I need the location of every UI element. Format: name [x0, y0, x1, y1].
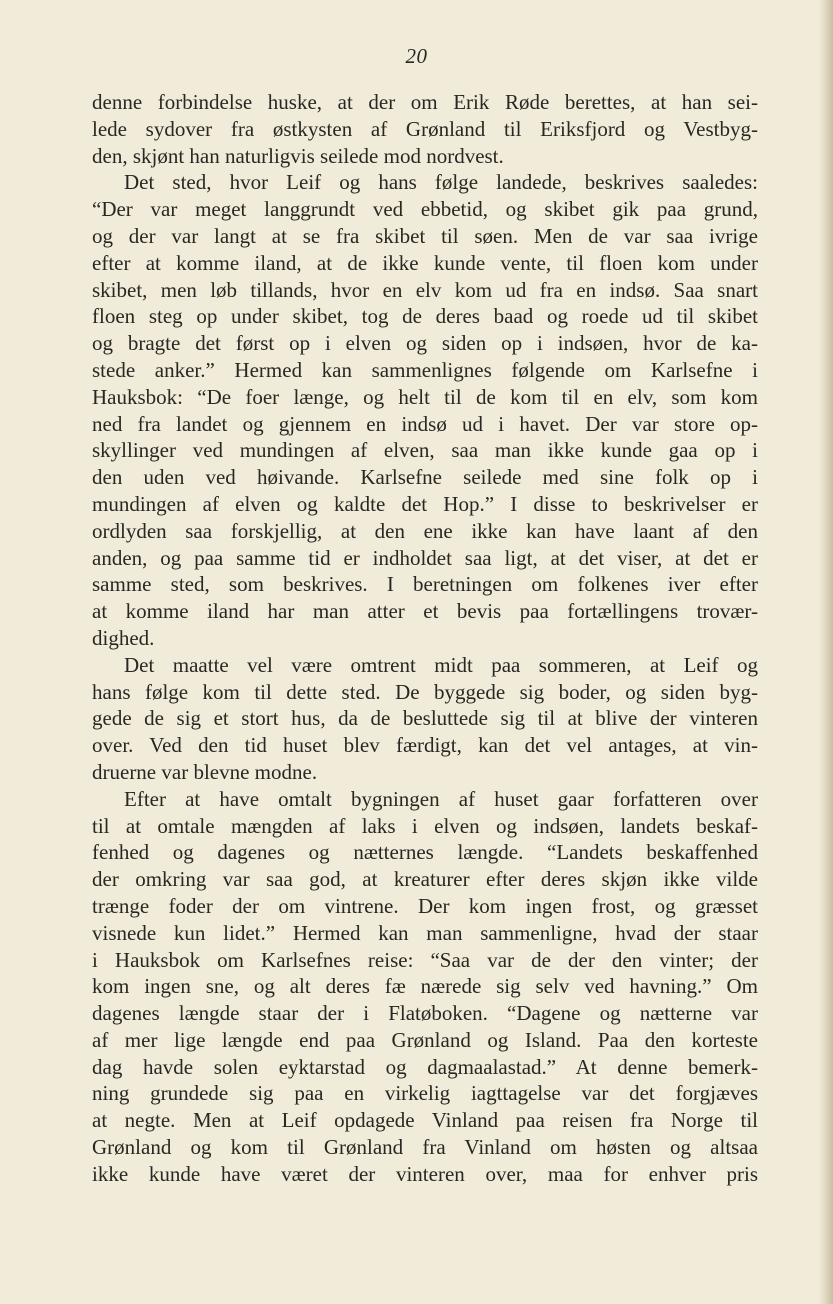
text-line: Efter at have omtalt bygningen af huset gaar forfatteren over [124, 786, 758, 811]
text-line: der omkring var saa god, at kreaturer efter deres skjøn ikke vilde [92, 867, 758, 892]
text-line: den uden ved høivande. Karlsefne seilede med sine folk op i [92, 465, 758, 490]
text-line: fenhed og dagenes og nætternes længde. “Landets beskaffenhed [92, 840, 758, 865]
text-line: ned fra landet og gjennem en indsø ud i havet. Der var store op- [92, 411, 758, 436]
text-line: ning grundede sig paa en virkelig iagttagelse var det forgjæves [92, 1081, 758, 1106]
text-line: mundingen af elven og kaldte det Hop.” I disse to beskrivelser er [92, 491, 758, 516]
page-number: 20 [405, 44, 428, 68]
text-line: og der var langt at se fra skibet til søen. Men de var saa ivrige [92, 223, 758, 248]
text-line: visnede kun lidet.” Hermed kan man sammenligne, hvad der staar [92, 920, 758, 945]
text-line: at negte. Men at Leif opdagede Vinland paa reisen fra Norge til [92, 1108, 758, 1133]
text-line: Det maatte vel være omtrent midt paa sommeren, at Leif og [124, 652, 758, 677]
text-line: druerne var blevne modne. [92, 759, 318, 784]
text-line: over. Ved den tid huset blev færdigt, kan det vel antages, at vin- [92, 733, 758, 758]
text-line: af mer lige længde end paa Grønland og Island. Paa den korteste [92, 1027, 758, 1052]
text-line: ordlyden saa forskjellig, at den ene ikke kan have laant af den [92, 518, 758, 543]
text-line: dagenes længde staar der i Flatøboken. “Dagene og nætterne var [92, 1001, 758, 1026]
text-line: til at omtale mængden af laks i elven og indsøen, landets beskaf- [92, 813, 758, 838]
text-line: denne forbindelse huske, at der om Erik Røde berettes, at han sei- [92, 90, 758, 114]
text-line: i Hauksbok om Karlsefnes reise: “Saa var de der den vinter; der [92, 947, 758, 972]
text-line: ikke kunde have været der vinteren over, maa for enhver pris [92, 1161, 758, 1186]
text-line: den, skjønt han naturligvis seilede mod nordvest. [92, 143, 504, 168]
text-line: anden, og paa samme tid er indholdet saa ligt, at det viser, at det er [92, 545, 758, 570]
body-text [92, 89, 758, 1188]
text-line: dighed. [92, 625, 155, 650]
text-line: hans følge kom til dette sted. De byggede sig boder, og siden byg- [92, 679, 758, 704]
text-line: dag havde solen eyktarstad og dagmaalastad.” At denne bemerk- [92, 1054, 758, 1079]
text-line: samme sted, som beskrives. I beretningen om folkenes iver efter [92, 572, 758, 597]
text-line: skibet, men løb tillands, hvor en elv kom ud fra en indsø. Saa snart [92, 277, 758, 302]
text-line: stede anker.” Hermed kan sammenlignes følgende om Karlsefne i [92, 357, 758, 382]
text-line: “Der var meget langgrundt ved ebbetid, og skibet gik paa grund, [92, 197, 758, 222]
text-line: floen steg op under skibet, tog de deres baad og roede ud til skibet [92, 304, 758, 329]
text-line: gede de sig et stort hus, da de besluttede sig til at blive der vinteren [92, 706, 758, 731]
text-line: skyllinger ved mundingen af elven, saa man ikke kunde gaa op i [92, 438, 758, 463]
text-line: at komme iland har man atter et bevis paa fortællingens trovær- [92, 599, 758, 624]
text-line: kom ingen sne, og alt deres fæ nærede sig selv ved havning.” Om [92, 974, 758, 999]
text-line: efter at komme iland, at de ikke kunde vente, til floen kom under [92, 250, 758, 275]
text-line: trænge foder der om vintrene. Der kom ingen frost, og græsset [92, 893, 758, 918]
page-edge-shadow [819, 0, 833, 1304]
text-line: Hauksbok: “De foer længe, og helt til de kom til en elv, som kom [92, 384, 758, 409]
text-line: Grønland og kom til Grønland fra Vinland om høsten og altsaa [92, 1135, 758, 1160]
text-line: Det sted, hvor Leif og hans følge landede, beskrives saaledes: [124, 170, 758, 195]
text-line: og bragte det først op i elven og siden op i indsøen, hvor de ka- [92, 331, 758, 356]
text-line: lede sydover fra østkysten af Grønland til Eriksfjord og Vestbyg- [92, 116, 758, 141]
